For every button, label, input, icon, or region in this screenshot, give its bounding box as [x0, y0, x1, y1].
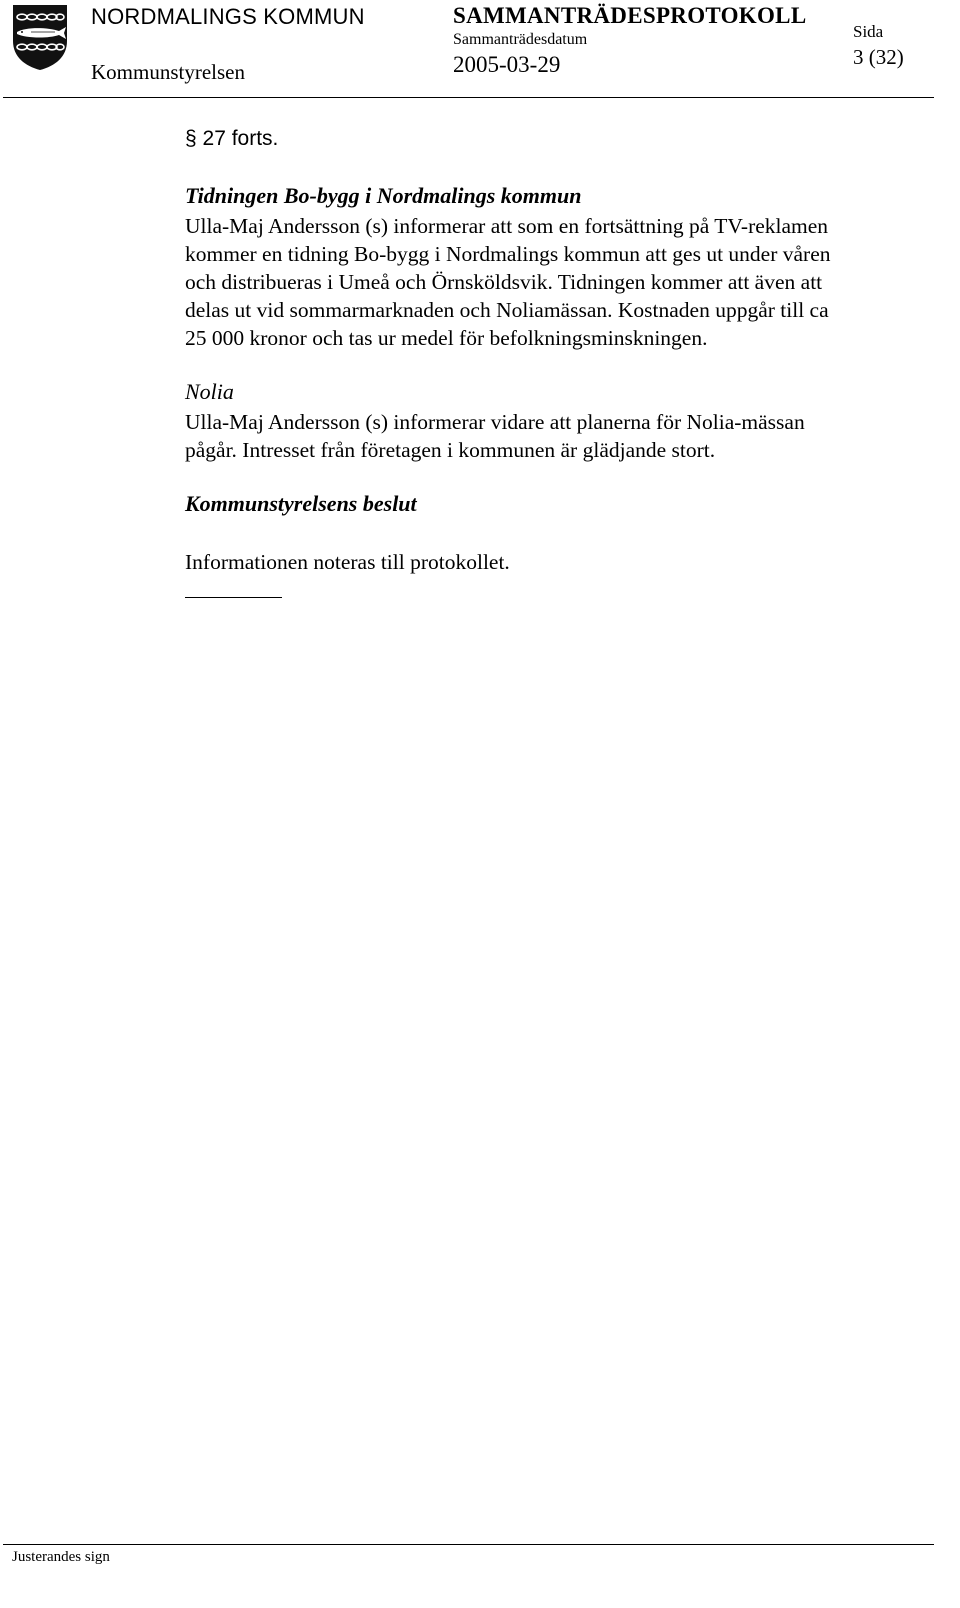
decision-heading: Kommunstyrelsens beslut [185, 491, 417, 516]
section-continuation: § 27 forts. [185, 127, 279, 150]
page-label: Sida [853, 22, 884, 41]
paragraph-line: Informationen noteras till protokollet. [185, 550, 510, 574]
item-heading-nolia: Nolia [185, 379, 234, 404]
meeting-date-label: Sammanträdesdatum [453, 31, 588, 48]
paragraph-line: delas ut vid sommarmarknaden och Noliamässan. Kostnaden uppgår till ca [185, 298, 829, 322]
meeting-date-value: 2005-03-29 [453, 52, 561, 77]
header-divider [3, 97, 934, 98]
paragraph-line: kommer en tidning Bo-bygg i Nordmalings kommun att ges ut under våren [185, 242, 831, 266]
section-end-rule [185, 597, 282, 598]
paragraph-line: pågår. Intresset från företagen i kommunen är glädjande stort. [185, 438, 716, 462]
paragraph-line: Ulla-Maj Andersson (s) informerar vidare att planerna för Nolia-mässan [185, 410, 805, 434]
item-heading-bo-bygg: Tidningen Bo-bygg i Nordmalings kommun [185, 183, 582, 208]
page-number: 3 (32) [853, 45, 904, 69]
signature-label: Justerandes sign [12, 1549, 110, 1565]
item-paragraph-nolia [185, 408, 925, 464]
decision-text [185, 548, 925, 576]
item-paragraph-bo-bygg [185, 212, 925, 352]
document-type: SAMMANTRÄDESPROTOKOLL [453, 3, 807, 28]
organization-name: NORDMALINGS KOMMUN [91, 4, 365, 29]
municipal-crest-icon [11, 3, 69, 71]
footer-divider [3, 1544, 934, 1545]
paragraph-line: Ulla-Maj Andersson (s) informerar att som en fortsättning på TV-reklamen [185, 214, 829, 238]
paragraph-line: och distribueras i Umeå och Örnsköldsvik. Tidningen kommer att även att [185, 270, 823, 294]
department-name: Kommunstyrelsen [91, 60, 245, 84]
paragraph-line: 25 000 kronor och tas ur medel för befolkningsminskningen. [185, 326, 708, 350]
